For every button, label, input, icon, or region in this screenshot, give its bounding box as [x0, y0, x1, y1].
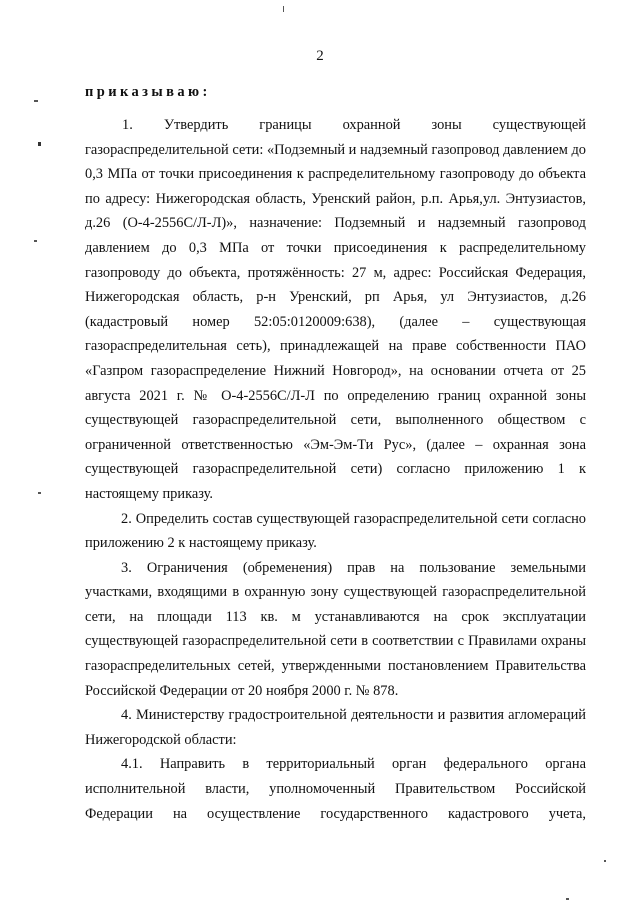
scan-speck — [566, 898, 569, 900]
scan-speck — [34, 240, 37, 242]
paragraph-1: 1. Утвердить границы охранной зоны существующей газораспределительной сети: «Подземный и надземный газопровод давлением до 0,3 МПа от точки присоединения к распределительному газопроводу до объекта по адресу: Нижегородская область, Уренский район, р.п. Арья,ул. Энтузиастов, д.26 (О-4-2556С/Л-Л)», назначение: Подземный и надземный газопровод давлением до 0,3 МПа от точки присоединения к распределительному газопроводу до объекта, протяжённость: 27 м, адрес: Российская Федерация, Нижегородская область, р-н Уренский, рп Арья, ул Энтузиастов, д.26 (кадастровый номер 52:05:0120009:638), (далее – существующая газораспределительная сеть), принадлежащей на праве собственности ПАО «Газпром газораспределение Нижний Новгород», на основании отчета от 25 августа 2021 г. № О-4-2556С/Л-Л по определению границ охранной зоны существующей газораспределительной сети, выполненного обществом с ограниченной ответственностью «Эм-Эм-Ти Рус», (далее – охранная зона существующей газораспределительной сети) согласно приложению 1 к настоящему приказу. — [85, 117, 586, 502]
paragraph-3: 3. Ограничения (обременения) прав на пользование земельными участками, входящими в охранную зону существующей газораспределительной сети, на площади 113 кв. м устанавливаются на срок эксплуатации существующей газораспределительной сети в соответствии с Правилами охраны газораспределительных сетей, утвержденными постановлением Правительства Российской Федерации от 20 ноября 2000 г. № 878. — [85, 559, 586, 699]
page-number: 2 — [316, 48, 324, 64]
paragraph-2: 2. Определить состав существующей газораспределительной сети согласно приложению 2 к настоящему приказу. — [85, 510, 586, 552]
scan-speck — [604, 860, 606, 862]
paragraph-4-1: 4.1. Направить в территориальный орган федерального органа исполнительной власти, уполномоченный Правительством Российской Федерации на осуществление государственного кадастрового учета, — [85, 756, 586, 822]
scan-speck — [38, 492, 41, 494]
paragraph-4: 4. Министерству градостроительной деятельности и развития агломераций Нижегородской области: — [85, 707, 586, 748]
order-heading: приказываю: — [85, 84, 211, 100]
document-body — [85, 113, 586, 826]
scan-speck — [34, 100, 38, 102]
scan-speck — [283, 6, 284, 12]
scan-speck — [38, 142, 41, 146]
